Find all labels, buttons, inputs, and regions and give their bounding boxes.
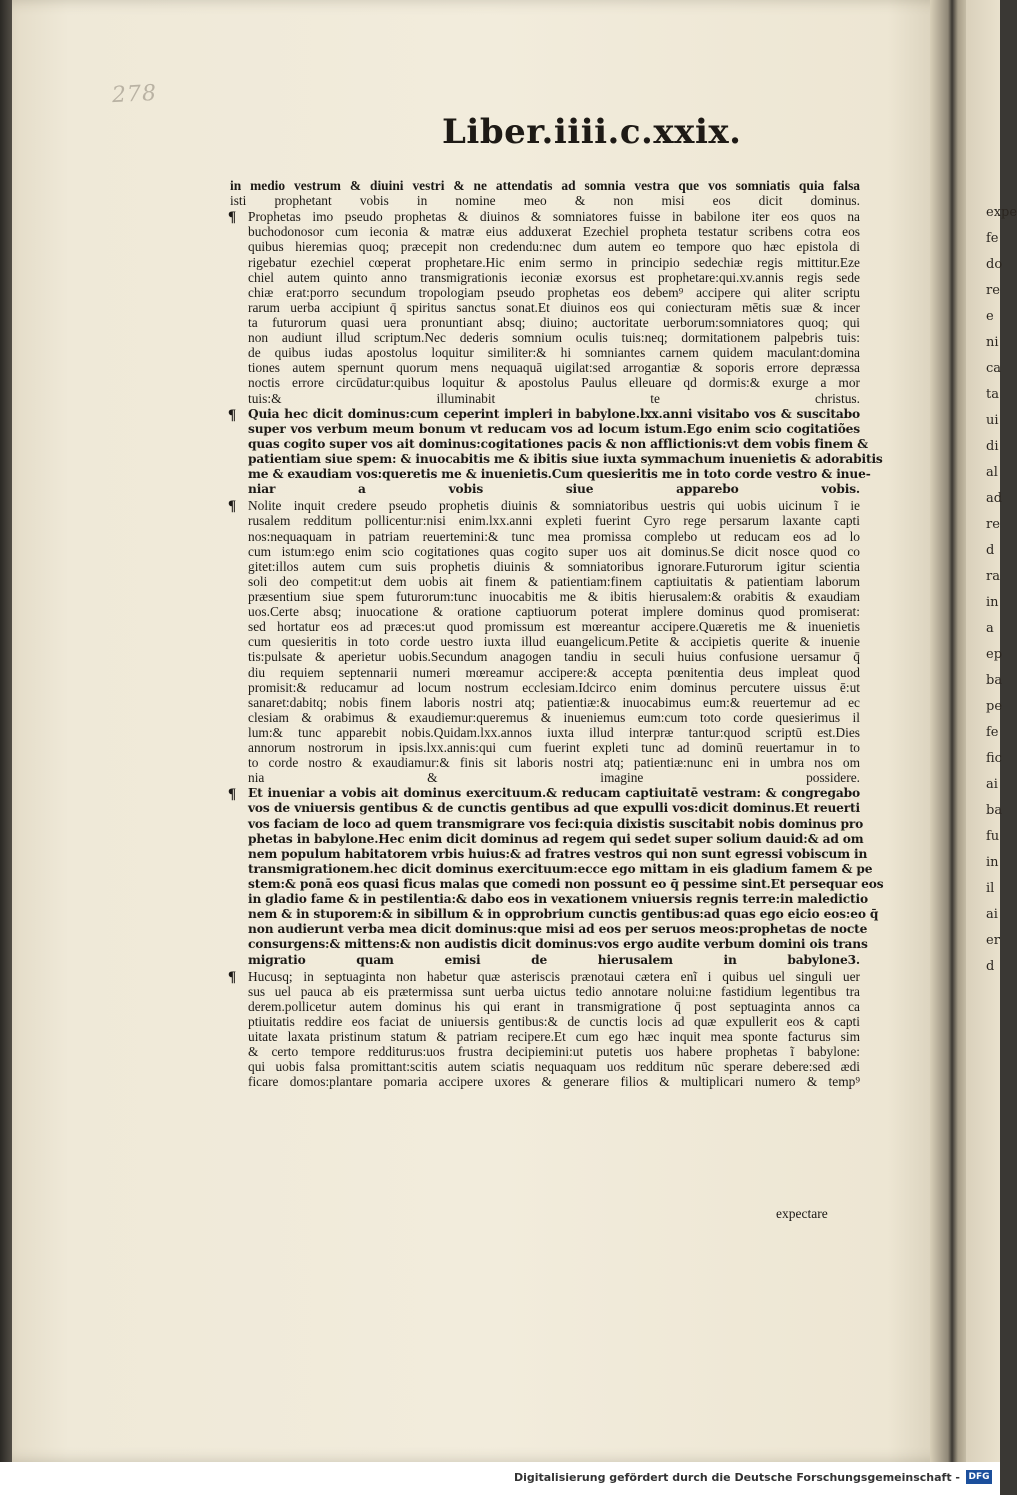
paragraph-mark-icon: ¶ — [228, 498, 237, 515]
paragraph — [230, 969, 860, 1090]
text-line: tiones autem spernunt quorum mens nequaquā uigilat:sed arrogantiæ & soporis errore depræssa — [248, 360, 860, 376]
text-line: phetas in babylone.Hec enim dicit dominus ad regem qui sedet super solium dauid:& ad om — [248, 831, 864, 846]
text-column — [228, 178, 884, 1091]
text-line: vos faciam de loco ad quem transmigrare vos feci:quia dixistis suscitabit nobis dominus pro — [248, 816, 864, 831]
text-line: promisit:& reducamur ad locum nostrum ecclesiam.Idcirco enim dominus percutere uissus ē:ut — [248, 679, 860, 695]
text-line: nem populum habitatorem vrbis huius:& ad fratres vestros qui non sunt egressi vobiscum in — [248, 846, 868, 861]
text-line: isti prophetant vobis in nomine meo & non misi eos dicit dominus. — [230, 193, 860, 209]
text-line: ptiuitatis reddire eos faciat de uniuersis gentibus:& de cunctis locis ad quæ expullerit eos & capti — [248, 1014, 860, 1030]
text-line: gitet:illos autem cum suis prophetis diuinis & somniatoribus ignorare.Futurorum igitur scientia — [248, 558, 860, 574]
text-line: nem & in stuporem:& in sibillum & in opprobrium cunctis gentibus:ad quas ego eicio eos:eo q̄ — [248, 907, 879, 922]
page-heading: Liber.iiii.c.xxix. — [442, 112, 742, 152]
facing-page-fragment: fic — [986, 751, 1002, 766]
facing-page-fragment: ba — [986, 673, 1003, 688]
facing-page-fragment: al — [986, 465, 998, 480]
text-line: qui uobis falsa promittant:scitis autem sciatis nequaquam uos redditum nūc sperare debere:sed ædi — [248, 1059, 860, 1075]
text-line: quas cogito super vos ait dominus:cogitationes pacis & non afflictionis:vt dem vobis finem & — [248, 436, 868, 451]
text-line: præsentium siue spem futurorum:tunc inuocabitis me & ibitis hierusalem:& orabitis & exaudiam — [248, 588, 860, 604]
funding-notice: Digitalisierung gefördert durch die Deutsche Forschungsgemeinschaft - — [513, 1471, 960, 1484]
text-line: patientiam siue spem: & inuocabitis me & ibitis siue iuxta symmachum inuenietis & adorabitis — [248, 451, 883, 466]
text-line: non audiunt illud scriptum.Nec dederis somnium oculis tuis:neq; dormitationem palpebris tuis: — [248, 330, 860, 346]
facing-page-fragment: ba — [986, 803, 1003, 818]
facing-page-fragment: ca — [986, 361, 1002, 376]
facing-page-fragment: il — [986, 881, 995, 896]
text-line: rigebatur ezechiel cœperat prophetare.Hic enim sermo in principio sedechiæ regis mittitur.Eze — [248, 254, 860, 270]
text-line: rarum uerba accipiunt q̄ spiritus sanctus sonat.Et diuinos eos qui coniecturam mētis suæ & incer — [248, 299, 860, 315]
text-line: transmigrationem.hec dicit dominus exercituum:ecce ego mittam in eis gladium famem & pe — [248, 861, 873, 876]
facing-page-fragment: in — [986, 855, 999, 870]
text-line: niar a vobis siue apparebo vobis. — [248, 482, 860, 497]
text-line: ficare domos:plantare pomaria accipere uxores & generare filios & multiplicari numero & temp⁹ — [248, 1074, 860, 1090]
text-line: soli deo competit:ut dem uobis ait finem & patientiam:finem captiuitatis & patientiam laborum — [248, 573, 860, 589]
text-line: migratio quam emisi de hierusalem in babylone3. — [248, 952, 860, 967]
text-line: in gladio fame & in pestilentia:& dabo eos in vexationem vniuersis regnis terre:in maledictio — [248, 892, 868, 907]
text-line: non audierunt verba mea dicit dominus:que misi ad eos per seruos meos:prophetas de nocte — [248, 922, 868, 937]
text-line: derem.pollicetur autem dominus his qui erant in transmigratione q̄ post septuaginta annos ca — [248, 998, 860, 1014]
facing-page-fragment: re — [986, 517, 1000, 532]
paragraph-mark-icon: ¶ — [228, 209, 237, 226]
facing-page-fragment: do — [986, 257, 1003, 272]
facing-page-fragment: ad — [986, 491, 1003, 506]
dfg-logo: DFG — [966, 1470, 992, 1484]
paragraph — [230, 178, 860, 208]
text-line: nia & imagine possidere. — [248, 770, 860, 786]
text-line: de quibus iudas apostolus loquitur similiter:& hi somniantes carnem quidem maculant:domina — [248, 345, 860, 361]
footer-bar — [0, 1462, 1000, 1495]
text-line: lum:& tunc apparebit nobis.Quidam.lxx.annos iuxta illud interpræ tantur:quod scriptū est.Dies — [248, 724, 860, 740]
text-line: Hucusq; in septuaginta non habetur quæ asteriscis prænotaui cætera enĩ i quibus uel singuli uer — [248, 968, 860, 984]
text-line: uos.Certe absq; inuocatione & oratione captiuorum poterat implere dominus quod promiserat: — [248, 604, 860, 620]
text-line: cum istum:ego enim scio cogitationes quas cogito super uos ait dominus.Se dicit nosce quod co — [248, 543, 860, 559]
text-line: sanaret:dabitq; nobis finem laboris nostri atq; patientiæ:& inuocabimus eum:& reuertemur ad ec — [248, 694, 860, 710]
text-line: sed hortatur eos ad præces:ut quod promissum est mœreantur accipere.Quæretis me & inuenietis — [248, 619, 860, 635]
text-line: clesiam & orabimus & exaudiemur:queremus & inueniemus eum:cum toto corde quesierimus il — [248, 709, 860, 725]
paragraph — [230, 498, 860, 785]
text-line: diu requiem septennarii numeri mœreamur accipere:& accepta pœnitentia deus impleat quod — [248, 664, 860, 680]
text-line: vos de vniuersis gentibus & de cunctis gentibus ad que expulli vos:dicit dominus.Et reuerti — [248, 801, 860, 816]
book-page — [12, 0, 964, 1462]
facing-page-fragment: ta — [986, 387, 999, 402]
text-line: & certo tempore redditurus:uos frustra decipiemini:ut putetis uos habere prophetas ĩ babylone: — [248, 1044, 860, 1060]
catchword: expectare — [776, 1206, 828, 1221]
facing-page-fragment: d — [986, 959, 995, 974]
facing-page-fragment: e — [986, 309, 994, 324]
facing-page-fragment: ra — [986, 569, 1000, 584]
text-line: annorum nostrorum in ipsis.lxx.annis:qui cum fuerint expleti tunc ad dominū reuertamur in to — [248, 740, 860, 756]
text-line: nos:nequaquam in patriam reuertemini:& tunc mea promissa complebo ut reducam eos ad lo — [248, 528, 860, 544]
text-line: cum quesieritis in toto corde uestro iuxta illud euangelicum.Petite & accipietis querite & inuenie — [248, 634, 860, 650]
facing-page-fragment: d — [986, 543, 995, 558]
text-line: to corde nostro & exaudiamur:& finis sit laboris nostri atq; patientiæ:nunc eni in umbra nos om — [248, 755, 860, 771]
pencil-folio-note: 278 — [111, 80, 158, 109]
facing-page-edge — [966, 0, 1017, 1462]
paragraph — [228, 786, 884, 967]
paragraph-mark-icon: ¶ — [228, 406, 237, 423]
text-line: tis:pulsate & aperietur uobis.Secundum anagogen tandiu in seculi huius confusione uersamur q̄ — [248, 649, 860, 665]
facing-page-fragment: fe — [986, 725, 999, 740]
text-line: Et inueniar a vobis ait dominus exercituum.& reducam captiuitatē vestram: & congregabo — [248, 786, 860, 801]
text-line: in medio vestrum & diuini vestri & ne attendatis ad somnia vestra que vos somniatis quia falsa — [230, 178, 860, 193]
text-line: uitate laxata pristinum statum & patriam recipere.Et cum ego hæc inquit mea sponte facturus sim — [248, 1029, 860, 1045]
facing-page-fragment: fu — [986, 829, 1000, 844]
text-line: rusalem redditum pollicentur:nisi enim.lxx.anni expleti fuerint Cyro rege persarum laxante capti — [248, 513, 860, 529]
text-line: stem:& ponā eos quasi ficus malas que comedi non possunt eo q̄ pessime sint.Et persequar eos — [248, 877, 884, 892]
book-gutter — [930, 0, 970, 1462]
facing-page-fragment: ai — [986, 907, 998, 922]
facing-page-fragment: ui — [986, 413, 999, 428]
facing-page-fragment: a — [986, 621, 994, 636]
facing-page-fragment: di — [986, 439, 999, 454]
text-line: chiæ erat:porro secundum tropologiam pseudo prophetas eos debem⁹ accipere qui aliter scriptu — [248, 284, 860, 300]
text-line: super vos verbum meum bonum vt reducam vos ad locum istum.Ego enim scio cogitatiões — [248, 421, 860, 436]
paragraph-mark-icon: ¶ — [228, 968, 237, 985]
facing-page-fragment: ni — [986, 335, 999, 350]
text-line: ta futurorum quasi uera pronuntiant absq; diuino; auctoritate uerborum:somniatores quoq; qui — [248, 314, 860, 330]
text-line: noctis errore circūdatur:quibus loquitur & apostolus Paulus elleuare qd dormis:& exurge a mor — [248, 375, 860, 391]
text-line: sus uel pauca ab eis prætermissa sunt uerba uictus tedio annotare nolui:ne fastidium legentibus tra — [248, 983, 860, 999]
facing-page-fragment: fe — [986, 231, 999, 246]
text-line: consurgens:& mittens:& non audistis dicit dominus:vos ergo audite verbum domini ois trans — [248, 937, 868, 952]
text-line: tuis:& illuminabit te christus. — [248, 390, 860, 406]
facing-page-fragment: re — [986, 283, 1000, 298]
text-line: chiel autem quinto anno transmigrationis ieconiæ exorsus est prophetare:qui.xv.annis regis sede — [248, 269, 860, 285]
facing-page-fragment: ai — [986, 777, 998, 792]
facing-page-fragment: pe — [986, 699, 1003, 714]
facing-page-fragment: ep — [986, 647, 1003, 662]
paragraph — [230, 209, 860, 405]
text-line: me & exaudiam vos:queretis me & inuenietis.Cum quesieritis me in toto corde vestro & inue- — [248, 467, 871, 482]
text-line: Prophetas imo pseudo prophetas & diuinos & somniatores fuisse in babilone iter eos quos na — [248, 209, 860, 225]
text-line: Nolite inquit credere pseudo prophetis diuinis & somniatoribus uestris qui uobis uicinum ĩ ie — [248, 498, 860, 514]
text-line: buchodonosor cum ieconia & matræ eius adduxerat Ezechiel propheta testatur scribens cotra eos — [248, 224, 860, 240]
facing-page-fragment: er — [986, 933, 1000, 948]
text-line: Quia hec dicit dominus:cum ceperint impleri in babylone.lxx.anni visitabo vos & suscitabo — [248, 406, 860, 421]
paragraph-mark-icon: ¶ — [228, 786, 237, 803]
facing-page-fragment: in — [986, 595, 999, 610]
facing-page-fragment: expe — [986, 205, 1017, 220]
paragraph — [228, 406, 883, 498]
text-line: quibus hieremias quoq; præcepit non credendu:nec dum autem eo tempore quo hæc epistola di — [248, 239, 860, 255]
